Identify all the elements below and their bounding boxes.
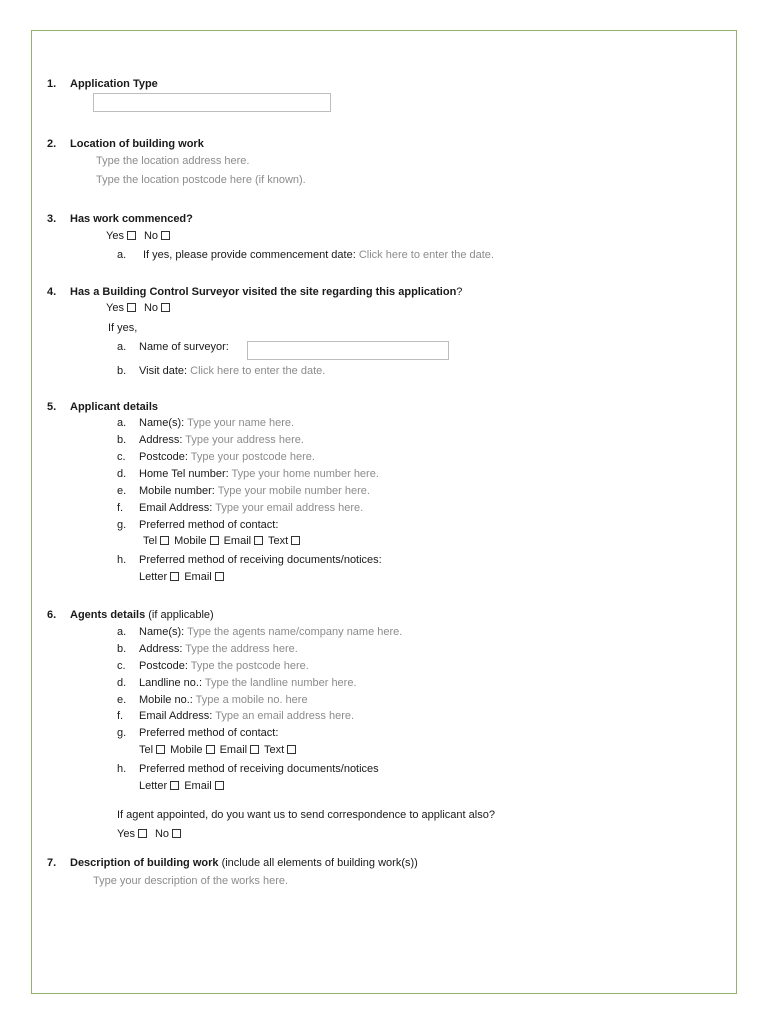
q4-title-end: ? bbox=[456, 286, 463, 298]
q5-mobile-label: Mobile bbox=[174, 535, 207, 547]
agent-name-field[interactable]: Type the agents name/company name here. bbox=[187, 626, 403, 638]
q3-a-letter: a. bbox=[117, 249, 127, 261]
correspondence-no-checkbox[interactable] bbox=[172, 829, 181, 838]
q6-tel-label: Tel bbox=[139, 744, 154, 756]
q5-c-letter: c. bbox=[117, 451, 126, 463]
visit-date-field[interactable]: Click here to enter the date. bbox=[190, 365, 326, 377]
commencement-date-field[interactable]: Click here to enter the date. bbox=[358, 249, 494, 261]
q4-if-yes: If yes, bbox=[108, 322, 138, 334]
q5-number: 5. bbox=[47, 401, 57, 413]
q5-e-letter: e. bbox=[117, 485, 127, 497]
correspondence-question: If agent appointed, do you want us to send correspondence to applicant also? bbox=[117, 809, 495, 821]
q6-a-letter: a. bbox=[117, 626, 127, 638]
q4-no-checkbox[interactable] bbox=[161, 303, 170, 312]
agent-postcode-row bbox=[139, 659, 309, 673]
q6-email-checkbox[interactable] bbox=[250, 745, 259, 754]
application-type-field[interactable] bbox=[93, 93, 331, 112]
q4-b-letter: b. bbox=[117, 365, 127, 377]
applicant-postcode-field[interactable]: Type your postcode here. bbox=[190, 451, 315, 463]
q6-letter-checkbox[interactable] bbox=[170, 781, 179, 790]
applicant-email-field[interactable]: Type your email address here. bbox=[215, 502, 364, 514]
agent-name-row bbox=[139, 625, 402, 639]
applicant-mobile-label: Mobile number: bbox=[139, 485, 215, 497]
q6-tel-checkbox[interactable] bbox=[156, 745, 165, 754]
q7-number: 7. bbox=[47, 857, 57, 869]
applicant-postcode-label: Postcode: bbox=[139, 451, 188, 463]
applicant-address-row bbox=[139, 433, 304, 447]
q5-tel-checkbox[interactable] bbox=[160, 536, 169, 545]
applicant-address-label: Address: bbox=[139, 434, 183, 446]
q6-b-letter: b. bbox=[117, 643, 127, 655]
q5-letter-label: Letter bbox=[139, 571, 168, 583]
agent-address-field[interactable]: Type the address here. bbox=[185, 643, 298, 655]
q6-letter-label: Letter bbox=[139, 780, 168, 792]
agent-mobile-label: Mobile no.: bbox=[139, 694, 193, 706]
agent-address-row bbox=[139, 642, 298, 656]
q6-d-letter: d. bbox=[117, 677, 127, 689]
q6-title: Agents details bbox=[70, 609, 146, 621]
applicant-name-row bbox=[139, 416, 294, 430]
q5-f-letter: f. bbox=[117, 502, 124, 514]
location-address-field[interactable]: Type the location address here. bbox=[96, 155, 250, 167]
correspondence-yes-no bbox=[117, 827, 183, 841]
q3-no-label: No bbox=[143, 230, 159, 242]
q5-email-checkbox[interactable] bbox=[254, 536, 263, 545]
agent-postcode-label: Postcode: bbox=[139, 660, 188, 672]
applicant-name-label: Name(s): bbox=[139, 417, 185, 429]
q6-title-note: (if applicable) bbox=[148, 609, 214, 621]
q5-b-letter: b. bbox=[117, 434, 127, 446]
q7-title: Description of building work bbox=[70, 857, 219, 869]
q6-text-label: Text bbox=[263, 744, 285, 756]
q4-yes-label: Yes bbox=[106, 302, 124, 314]
q6-docs-options bbox=[139, 779, 226, 793]
q3-title: Has work commenced? bbox=[70, 213, 193, 225]
q5-title: Applicant details bbox=[70, 401, 159, 413]
correspondence-yes-checkbox[interactable] bbox=[138, 829, 147, 838]
agent-email-label: Email Address: bbox=[139, 710, 213, 722]
agent-postcode-field[interactable]: Type the postcode here. bbox=[190, 660, 309, 672]
q6-e-letter: e. bbox=[117, 694, 127, 706]
q6-title-row bbox=[70, 608, 214, 622]
q6-email-label: Email bbox=[219, 744, 248, 756]
q5-docs-email-checkbox[interactable] bbox=[215, 572, 224, 581]
q5-h-letter: h. bbox=[117, 554, 127, 566]
q2-title: Location of building work bbox=[70, 138, 204, 150]
q3-yes-checkbox[interactable] bbox=[127, 231, 136, 240]
agent-landline-label: Landline no.: bbox=[139, 677, 202, 689]
q5-g-letter: g. bbox=[117, 519, 127, 531]
q1-title: Application Type bbox=[70, 78, 158, 90]
q3-yes-label: Yes bbox=[106, 230, 124, 242]
q4-no-label: No bbox=[143, 302, 159, 314]
q6-g-letter: g. bbox=[117, 727, 127, 739]
q2-number: 2. bbox=[47, 138, 57, 150]
agent-address-label: Address: bbox=[139, 643, 183, 655]
applicant-postcode-row bbox=[139, 450, 315, 464]
q1-number: 1. bbox=[47, 78, 57, 90]
q3-no-checkbox[interactable] bbox=[161, 231, 170, 240]
q4-title: Has a Building Control Surveyor visited the site regarding this application bbox=[70, 286, 457, 298]
applicant-home-tel-label: Home Tel number: bbox=[139, 468, 229, 480]
q5-tel-label: Tel bbox=[143, 535, 158, 547]
q6-docs-email-checkbox[interactable] bbox=[215, 781, 224, 790]
q4-yes-no bbox=[106, 301, 172, 315]
q6-h-letter: h. bbox=[117, 763, 127, 775]
agent-mobile-row bbox=[139, 693, 308, 707]
q5-docs-email-label: Email bbox=[184, 571, 212, 583]
applicant-home-tel-row bbox=[139, 467, 379, 481]
surveyor-name-field[interactable] bbox=[247, 341, 449, 360]
q5-docs-options bbox=[139, 570, 226, 584]
q3-number: 3. bbox=[47, 213, 57, 225]
q6-docs-email-label: Email bbox=[184, 780, 212, 792]
surveyor-name-label: Name of surveyor: bbox=[139, 341, 229, 353]
q4-yes-checkbox[interactable] bbox=[127, 303, 136, 312]
q5-text-checkbox[interactable] bbox=[291, 536, 300, 545]
q4-b-row bbox=[139, 364, 325, 378]
q4-number: 4. bbox=[47, 286, 57, 298]
q6-mobile-label: Mobile bbox=[170, 744, 203, 756]
applicant-name-field[interactable]: Type your name here. bbox=[187, 417, 295, 429]
applicant-mobile-field[interactable]: Type your mobile number here. bbox=[217, 485, 370, 497]
applicant-email-row bbox=[139, 501, 363, 515]
agent-landline-row bbox=[139, 676, 357, 690]
applicant-email-label: Email Address: bbox=[139, 502, 213, 514]
applicant-home-tel-field[interactable]: Type your home number here. bbox=[231, 468, 379, 480]
q5-mobile-checkbox[interactable] bbox=[210, 536, 219, 545]
q6-number: 6. bbox=[47, 609, 57, 621]
location-postcode-field[interactable]: Type the location postcode here (if known). bbox=[96, 174, 306, 186]
agent-email-row bbox=[139, 709, 354, 723]
q6-mobile-checkbox[interactable] bbox=[206, 745, 215, 754]
q5-a-letter: a. bbox=[117, 417, 127, 429]
correspondence-yes-label: Yes bbox=[117, 828, 135, 840]
applicant-address-field[interactable]: Type your address here. bbox=[185, 434, 304, 446]
q5-text-label: Text bbox=[267, 535, 289, 547]
correspondence-no-label: No bbox=[154, 828, 170, 840]
q4-a-letter: a. bbox=[117, 341, 127, 353]
q5-email-label: Email bbox=[223, 535, 252, 547]
q5-d-letter: d. bbox=[117, 468, 127, 480]
agent-email-field[interactable]: Type an email address here. bbox=[215, 710, 355, 722]
applicant-mobile-row bbox=[139, 484, 370, 498]
commencement-date-label: If yes, please provide commencement date: bbox=[143, 249, 356, 261]
visit-date-label: Visit date: bbox=[139, 365, 188, 377]
work-description-field[interactable]: Type your description of the works here. bbox=[93, 875, 289, 887]
q5-docs-label: Preferred method of receiving documents/notices: bbox=[139, 554, 382, 566]
q6-f-letter: f. bbox=[117, 710, 124, 722]
q3-yes-no bbox=[106, 229, 172, 243]
agent-landline-field[interactable]: Type the landline number here. bbox=[204, 677, 357, 689]
agent-name-label: Name(s): bbox=[139, 626, 185, 638]
q6-contact-label: Preferred method of contact: bbox=[139, 727, 279, 739]
q6-docs-label: Preferred method of receiving documents/notices bbox=[139, 763, 379, 775]
q5-letter-checkbox[interactable] bbox=[170, 572, 179, 581]
q6-text-checkbox[interactable] bbox=[287, 745, 296, 754]
q6-contact-options bbox=[139, 743, 298, 757]
agent-mobile-field[interactable]: Type a mobile no. here bbox=[195, 694, 308, 706]
q6-c-letter: c. bbox=[117, 660, 126, 672]
q4-title-row bbox=[70, 285, 462, 299]
q5-contact-options bbox=[143, 534, 302, 548]
q3-a-row bbox=[143, 248, 494, 262]
q7-title-row bbox=[70, 856, 418, 870]
q5-contact-label: Preferred method of contact: bbox=[139, 519, 279, 531]
q7-title-note: (include all elements of building work(s)) bbox=[221, 857, 418, 869]
